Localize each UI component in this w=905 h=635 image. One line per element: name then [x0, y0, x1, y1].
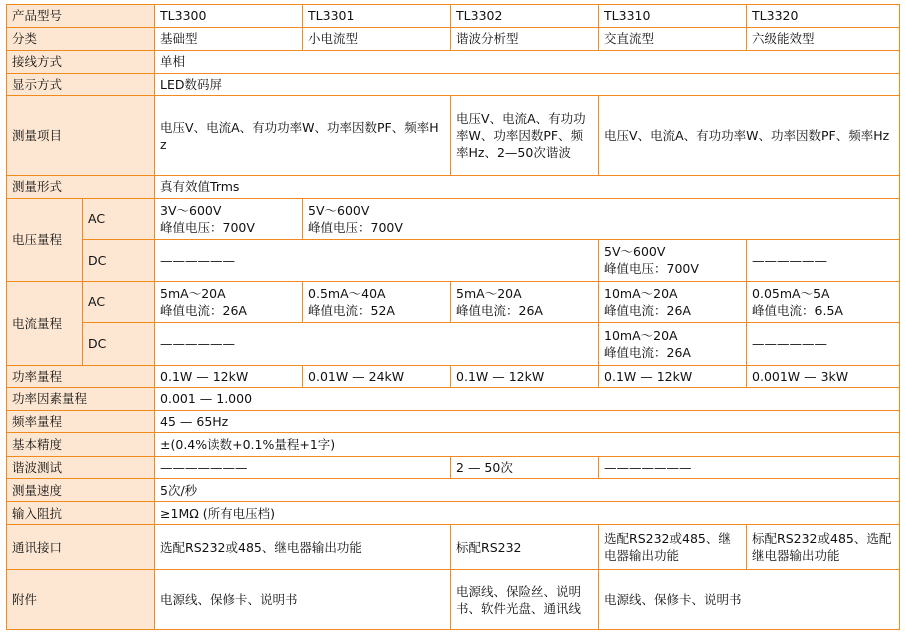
row-model: [7, 5, 900, 28]
voltage-dc-value: ——————: [155, 239, 599, 281]
label-category: 分类: [7, 27, 155, 51]
current-ac-value: [599, 281, 747, 322]
category-value: 六级能效型: [747, 27, 900, 51]
row-pf-range: [7, 388, 900, 411]
label-impedance: 输入阻抗: [7, 501, 155, 525]
current-ac-value: [451, 281, 599, 322]
category-value: 基础型: [155, 27, 303, 51]
harmonic-value: 2 — 50次: [451, 456, 599, 479]
power-range-value: 0.1W — 12kW: [451, 365, 599, 388]
accessories-value: 电源线、保修卡、说明书: [155, 570, 451, 630]
comm-value: 标配RS232或485、选配继电器输出功能: [747, 525, 900, 570]
freq-range-value: 45 — 65Hz: [155, 410, 900, 433]
peak-current-text: 峰值电流：26A: [604, 344, 691, 360]
accessories-value: 电源线、保险丝、说明书、软件光盘、通讯线: [451, 570, 599, 630]
model-tl3320: TL3320: [747, 5, 900, 28]
current-range-text: 0.5mA～40A: [308, 285, 386, 301]
wiring-value: 单相: [155, 51, 900, 74]
peak-current-text: 峰值电流：26A: [604, 302, 691, 318]
label-current-range: 电流量程: [7, 281, 83, 365]
peak-current-text: 峰值电流：26A: [160, 302, 247, 318]
row-voltage-dc: [7, 239, 900, 281]
current-range-text: 0.05mA～5A: [752, 285, 830, 301]
row-accessories: [7, 570, 900, 630]
current-ac-value: [303, 281, 451, 322]
row-current-dc: [7, 322, 900, 365]
label-display: 显示方式: [7, 73, 155, 96]
row-accuracy: [7, 433, 900, 457]
current-ac-value: [747, 281, 900, 322]
voltage-ac-value: [303, 198, 900, 239]
peak-current-text: 峰值电流：26A: [456, 302, 543, 318]
peak-current-text: 峰值电流：6.5A: [752, 302, 843, 318]
comm-value: 选配RS232或485、继电器输出功能: [599, 525, 747, 570]
voltage-range-text: 5V～600V: [308, 202, 370, 218]
label-power-range: 功率量程: [7, 365, 155, 388]
power-range-value: 0.001W — 3kW: [747, 365, 900, 388]
row-wiring: [7, 51, 900, 74]
row-display: [7, 73, 900, 96]
peak-voltage-text: 峰值电压：700V: [308, 219, 403, 235]
label-voltage-dc: DC: [83, 239, 155, 281]
label-current-ac: AC: [83, 281, 155, 322]
peak-voltage-text: 峰值电压：700V: [160, 219, 255, 235]
power-range-value: 0.1W — 12kW: [155, 365, 303, 388]
category-value: 谐波分析型: [451, 27, 599, 51]
row-harmonic: [7, 456, 900, 479]
label-voltage-ac: AC: [83, 198, 155, 239]
row-power-range: [7, 365, 900, 388]
current-range-text: 5mA～20A: [160, 285, 226, 301]
category-value: 小电流型: [303, 27, 451, 51]
label-accessories: 附件: [7, 570, 155, 630]
current-range-text: 10mA～20A: [604, 285, 678, 301]
comm-value: 标配RS232: [451, 525, 599, 570]
voltage-range-text: 5V～600V: [604, 244, 666, 260]
accuracy-value: ±(0.4%读数+0.1%量程+1字): [155, 433, 900, 457]
current-range-text: 5mA～20A: [456, 285, 522, 301]
peak-voltage-text: 峰值电压：700V: [604, 261, 699, 277]
model-tl3301: TL3301: [303, 5, 451, 28]
model-tl3302: TL3302: [451, 5, 599, 28]
power-range-value: 0.01W — 24kW: [303, 365, 451, 388]
impedance-value: ≥1MΩ (所有电压档): [155, 501, 900, 525]
harmonic-value: ———————: [155, 456, 451, 479]
label-measure-form: 测量形式: [7, 176, 155, 199]
row-measure-form: [7, 176, 900, 199]
current-dc-value: [599, 322, 747, 365]
label-voltage-range: 电压量程: [7, 198, 83, 281]
row-voltage-ac: [7, 198, 900, 239]
comm-value: 选配RS232或485、继电器输出功能: [155, 525, 451, 570]
label-freq-range: 频率量程: [7, 410, 155, 433]
voltage-dc-value: ——————: [747, 239, 900, 281]
voltage-dc-value: [599, 239, 747, 281]
power-range-value: 0.1W — 12kW: [599, 365, 747, 388]
label-current-dc: DC: [83, 322, 155, 365]
label-harmonic: 谐波测试: [7, 456, 155, 479]
model-tl3300: TL3300: [155, 5, 303, 28]
harmonic-value: ———————: [599, 456, 900, 479]
peak-current-text: 峰值电流：52A: [308, 302, 395, 318]
current-dc-value: ——————: [747, 322, 900, 365]
row-freq-range: [7, 410, 900, 433]
speed-value: 5次/秒: [155, 479, 900, 502]
voltage-ac-value: [155, 198, 303, 239]
measure-items-value: 电压V、电流A、有功功率W、功率因数PF、频率Hz: [599, 96, 900, 176]
pf-range-value: 0.001 — 1.000: [155, 388, 900, 411]
row-speed: [7, 479, 900, 502]
display-value: LED数码屏: [155, 73, 900, 96]
spec-table: [6, 4, 900, 630]
label-wiring: 接线方式: [7, 51, 155, 74]
label-pf-range: 功率因素量程: [7, 388, 155, 411]
current-dc-value: ——————: [155, 322, 599, 365]
category-value: 交直流型: [599, 27, 747, 51]
measure-items-value: 电压V、电流A、有功功率W、功率因数PF、频率Hz、2—50次谐波: [451, 96, 599, 176]
row-current-ac: [7, 281, 900, 322]
label-measure-items: 测量项目: [7, 96, 155, 176]
current-ac-value: [155, 281, 303, 322]
label-comm: 通讯接口: [7, 525, 155, 570]
voltage-range-text: 3V～600V: [160, 202, 222, 218]
label-model: 产品型号: [7, 5, 155, 28]
label-speed: 测量速度: [7, 479, 155, 502]
model-tl3310: TL3310: [599, 5, 747, 28]
accessories-value: 电源线、保修卡、说明书: [599, 570, 900, 630]
measure-items-value: 电压V、电流A、有功功率W、功率因数PF、频率Hz: [155, 96, 451, 176]
label-accuracy: 基本精度: [7, 433, 155, 457]
current-range-text: 10mA～20A: [604, 327, 678, 343]
row-category: [7, 27, 900, 51]
measure-form-value: 真有效值Trms: [155, 176, 900, 199]
row-measure-items: [7, 96, 900, 176]
row-comm: [7, 525, 900, 570]
row-impedance: [7, 501, 900, 525]
